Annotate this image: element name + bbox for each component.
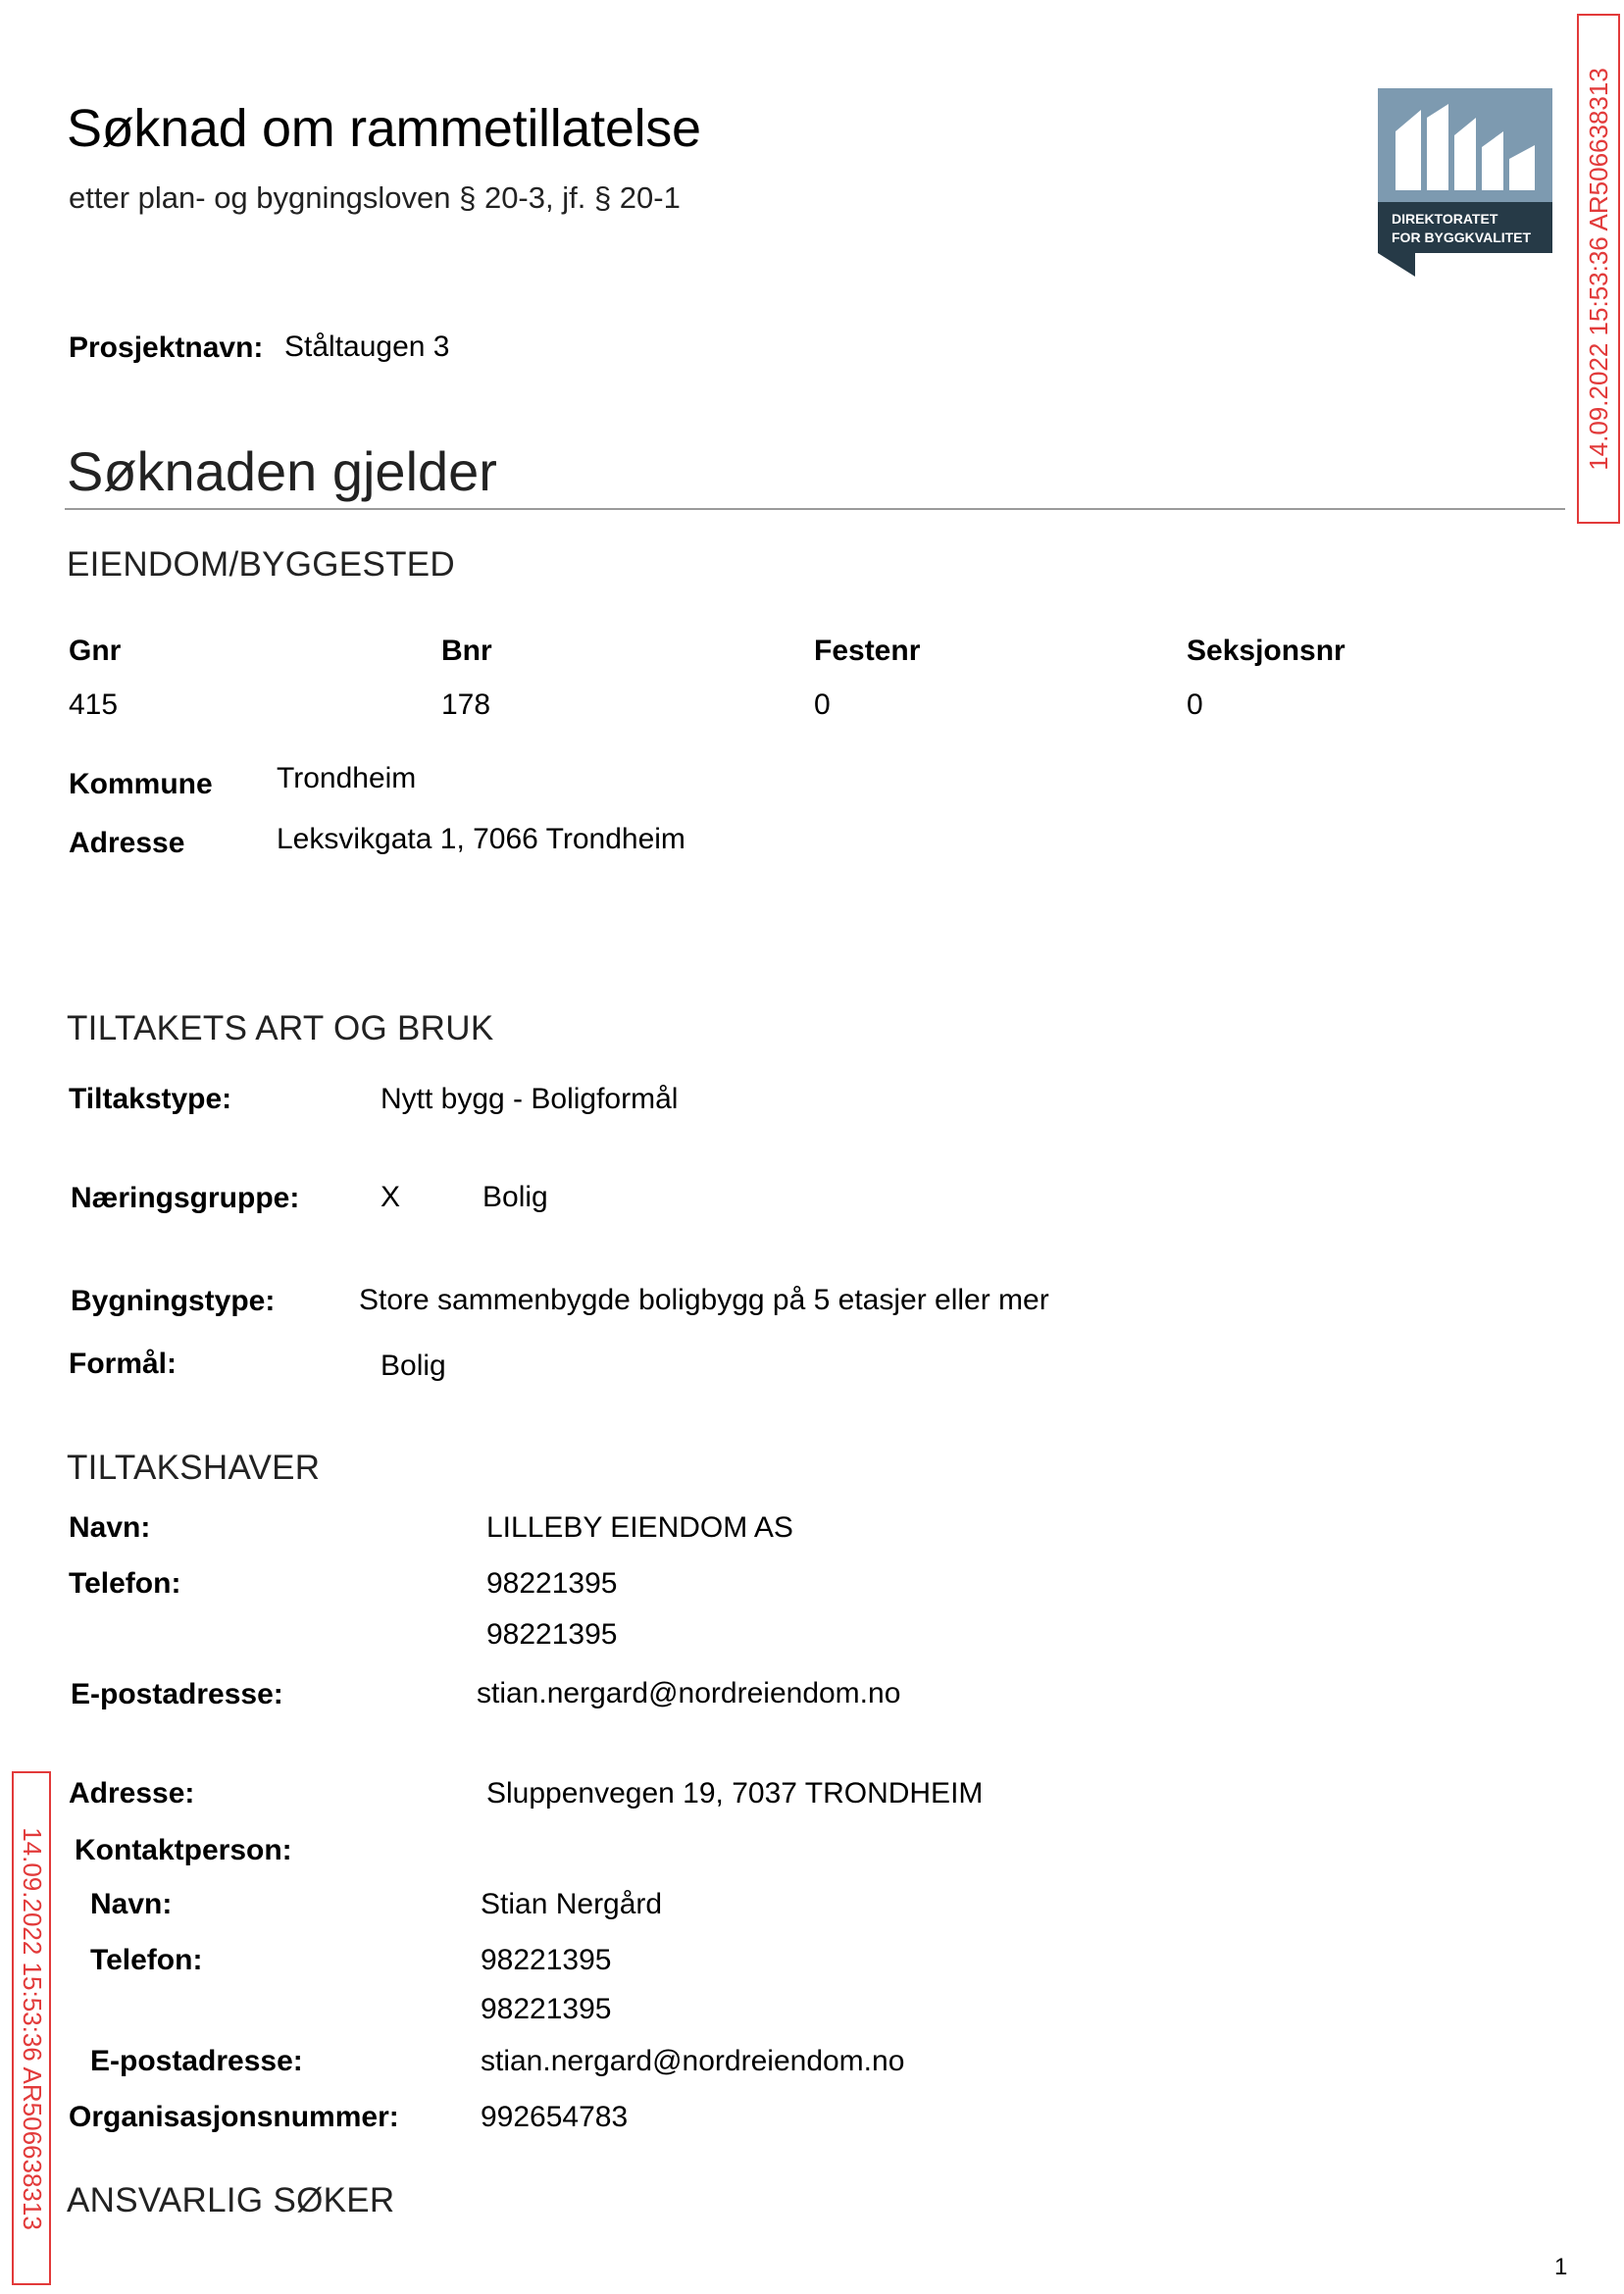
eiendom-heading: EIENDOM/BYGGESTED: [67, 545, 455, 584]
kontaktperson-telefon-value: 98221395: [481, 1993, 612, 2025]
tiltakshaver-navn-label: Navn:: [69, 1511, 151, 1544]
kontaktperson-telefon-label: Telefon:: [90, 1944, 203, 1976]
page-number: 1: [1554, 2254, 1568, 2280]
tiltakshaver-navn-value: LILLEBY EIENDOM AS: [486, 1511, 793, 1544]
logo-line1: DIREKTORATET: [1392, 211, 1498, 227]
ansvarlig-soker-heading: ANSVARLIG SØKER: [67, 2181, 395, 2219]
document-subtitle: etter plan- og bygningsloven § 20-3, jf. § 20-1: [69, 180, 681, 215]
tiltakstype-value: Nytt bygg - Boligformål: [381, 1083, 679, 1115]
kontaktperson-navn-value: Stian Nergård: [481, 1888, 663, 1920]
festenr-value: 0: [814, 688, 831, 721]
seksjonsnr-value: 0: [1187, 688, 1203, 721]
gnr-label: Gnr: [69, 635, 122, 667]
tiltakstype-label: Tiltakstype:: [69, 1083, 232, 1115]
bygningstype-value: Store sammenbygde boligbygg på 5 etasjer eller mer: [359, 1284, 1049, 1316]
project-name-value: Ståltaugen 3: [284, 331, 450, 363]
bygningstype-label: Bygningstype:: [71, 1285, 276, 1317]
adresse-label: Adresse: [69, 827, 185, 859]
tiltakshaver-telefon-value: 98221395: [486, 1618, 618, 1651]
tiltakshaver-adresse-label: Adresse:: [69, 1777, 195, 1810]
naeringsgruppe-label: Næringsgruppe:: [71, 1182, 300, 1214]
kontaktperson-navn-label: Navn:: [90, 1888, 173, 1920]
document-title: Søknad om rammetillatelse: [67, 99, 701, 158]
formal-label: Formål:: [69, 1348, 178, 1380]
seksjonsnr-label: Seksjonsnr: [1187, 635, 1345, 667]
dibk-logo: [1378, 88, 1552, 277]
tiltakshaver-telefon-label: Telefon:: [69, 1567, 181, 1600]
timestamp-stamp-text: 14.09.2022 15:53:36 AR506638313: [1583, 67, 1613, 471]
tiltakshaver-adresse-value: Sluppenvegen 19, 7037 TRONDHEIM: [486, 1777, 984, 1810]
tiltakshaver-epost-label: E-postadresse:: [71, 1678, 283, 1710]
kontaktperson-epost-value: stian.nergard@nordreiendom.no: [481, 2045, 905, 2077]
logo-line2: FOR BYGGKVALITET: [1392, 229, 1532, 245]
gnr-value: 415: [69, 688, 119, 721]
tiltakshaver-heading: TILTAKSHAVER: [67, 1449, 321, 1487]
naeringsgruppe-value: Bolig: [482, 1181, 548, 1213]
project-name-label: Prosjektnavn:: [69, 331, 264, 364]
kontaktperson-label: Kontaktperson:: [75, 1834, 292, 1866]
kommune-value: Trondheim: [277, 762, 417, 794]
kontaktperson-telefon-value: 98221395: [481, 1944, 612, 1976]
tiltak-heading: TILTAKETS ART OG BRUK: [67, 1009, 494, 1047]
festenr-label: Festenr: [814, 635, 921, 667]
bnr-label: Bnr: [441, 635, 492, 667]
kommune-label: Kommune: [69, 768, 213, 800]
section-heading: Søknaden gjelder: [67, 440, 497, 502]
formal-value: Bolig: [381, 1350, 446, 1382]
bnr-value: 178: [441, 688, 491, 721]
timestamp-stamp: [1577, 14, 1620, 524]
kontaktperson-epost-label: E-postadresse:: [90, 2045, 303, 2077]
tiltakshaver-epost-value: stian.nergard@nordreiendom.no: [477, 1677, 901, 1709]
naeringsgruppe-code: X: [381, 1181, 401, 1213]
timestamp-stamp: [12, 1771, 51, 2285]
logo-graphic: [1378, 88, 1552, 277]
section-divider: [65, 508, 1565, 510]
tiltakshaver-telefon-value: 98221395: [486, 1567, 618, 1600]
adresse-value: Leksvikgata 1, 7066 Trondheim: [277, 823, 685, 855]
orgnr-label: Organisasjonsnummer:: [69, 2101, 399, 2133]
timestamp-stamp-text: 14.09.2022 15:53:36 AR506638313: [17, 1826, 47, 2230]
orgnr-value: 992654783: [481, 2101, 629, 2133]
